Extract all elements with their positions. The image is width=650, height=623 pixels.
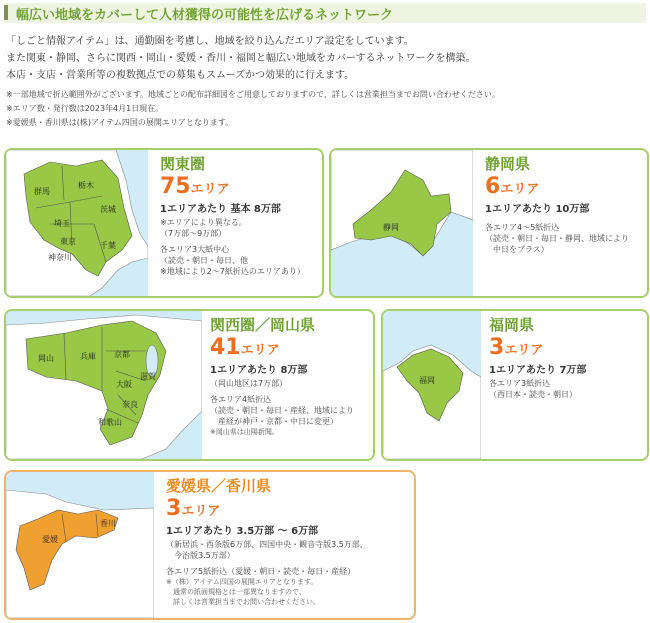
footnote: 通常の紙面規格とは一部異なりますので、	[166, 588, 306, 596]
region-card-kanto	[4, 148, 324, 298]
note-line: ※エリア数・発行数は2023年4月1日現在。	[6, 104, 164, 113]
area-count-number: 6	[485, 174, 501, 199]
pref-label: 滋賀	[140, 372, 156, 381]
area-count-unit: エリア	[181, 504, 221, 519]
pref-label: 愛媛	[42, 535, 58, 544]
pref-label: 千葉	[100, 241, 116, 250]
detail-line: 各エリア3紙折込	[489, 379, 551, 388]
footnote: ※岡山県は山陽新聞。	[210, 428, 279, 436]
header-accent-bar	[4, 5, 8, 20]
area-count-number: 41	[210, 335, 241, 360]
region-name: 関西圏／岡山県	[210, 316, 316, 334]
pref-label: 神奈川	[48, 253, 72, 262]
footnote: ※（株）アイテム四国の展開エリアとなります。	[166, 578, 318, 586]
pref-label: 京都	[114, 350, 130, 359]
pref-label: 静岡	[383, 223, 399, 232]
copies-per-area: 1エリアあたり 8万部	[210, 365, 308, 376]
copies-per-area: 1エリアあたり 7万部	[489, 365, 587, 376]
kansai-map	[6, 311, 202, 459]
pref-label: 岡山	[38, 354, 54, 363]
detail-line: （西日本・読売・朝日）	[489, 390, 577, 399]
pref-label: 栃木	[78, 181, 94, 190]
area-count	[210, 335, 367, 364]
detail-line: （岡山地区は7万部）	[210, 379, 288, 388]
pref-label: 茨城	[100, 205, 116, 214]
detail-line: 各エリア5紙折込（愛媛・朝日・読売・毎日・産経）	[166, 567, 356, 576]
area-count	[160, 174, 316, 203]
note-line: ※一部地域で折込範囲外がございます。地域ごとの配布詳細図をご用意しておりますので、詳しくは営業担当までお問い合わせください。	[6, 90, 500, 99]
shizuoka-info	[479, 150, 647, 296]
kanto-info	[154, 150, 322, 296]
pref-label: 大阪	[116, 380, 132, 389]
intro-line: 「しごと情報アイテム」は、通勤圏を考慮し、地域を絞り込んだエリア設定をしています。	[6, 36, 414, 47]
pref-label: 東京	[60, 237, 76, 246]
region-name: 関東圏	[160, 155, 206, 173]
shizuoka-map	[331, 150, 473, 296]
pref-label: 香川	[100, 519, 116, 528]
detail-line: 各エリア4～5紙折込	[485, 223, 560, 232]
detail-line: 各エリア4紙折込	[210, 395, 272, 404]
area-count	[485, 174, 641, 203]
detail-line: 中日をプラス）	[485, 245, 549, 254]
intro-line: また関東・静岡、さらに関西・岡山・愛媛・香川・福岡と幅広い地域をカバーするネットワークを構築。	[6, 53, 476, 64]
area-count-unit: エリア	[190, 182, 230, 197]
detail-line: ※地域により2～7紙折込のエリアあり）	[160, 267, 305, 276]
region-card-shizuoka	[329, 148, 649, 298]
region-name: 静岡県	[485, 155, 531, 173]
copies-per-area: 1エリアあたり 10万部	[485, 204, 590, 215]
region-card-kansai	[4, 309, 375, 461]
notes	[6, 88, 646, 130]
copies-per-area: 1エリアあたり 3.5万部 ～ 6万部	[166, 526, 319, 537]
fukuoka-info	[483, 311, 647, 459]
area-count-number: 3	[166, 496, 182, 521]
area-count	[166, 496, 408, 525]
pref-label: 和歌山	[98, 418, 122, 427]
pref-label: 奈良	[122, 400, 138, 409]
pref-label: 兵庫	[80, 352, 96, 361]
shikoku-info	[160, 472, 414, 618]
region-card-shikoku	[4, 470, 416, 620]
region-card-fukuoka	[381, 309, 649, 461]
detail-line: 今治版3.5万部）	[166, 551, 235, 560]
intro-line: 本店・支店・営業所等の複数拠点での募集もスムーズかつ効果的に行えます。	[6, 70, 355, 81]
pref-label: 福岡	[419, 376, 435, 385]
detail-line: （新居浜・西条版6万部、四国中央・観音寺版3.5万部、	[166, 540, 368, 549]
pref-label: 埼玉	[54, 219, 70, 228]
kanto-map	[6, 150, 148, 296]
area-count-unit: エリア	[500, 182, 540, 197]
detail-line: （読売・朝日・毎日・産経、地域により	[210, 406, 354, 415]
section-header	[4, 3, 646, 23]
pref-label: 群馬	[34, 187, 50, 196]
detail-line: 産経が神戸・京都・中日に変更）	[210, 417, 338, 426]
region-name: 福岡県	[489, 316, 535, 334]
shikoku-map	[6, 472, 154, 618]
area-count	[489, 335, 641, 364]
note-line: ※愛媛県・香川県は(株)アイテム四国の展開エリアとなります。	[6, 118, 234, 127]
detail-line: ※エリアにより異なる。	[160, 218, 247, 227]
detail-line: （読売・朝日・毎日・静岡、地域により	[485, 234, 629, 243]
area-count-number: 75	[160, 174, 191, 199]
area-count-unit: エリア	[240, 343, 280, 358]
area-count-number: 3	[489, 335, 505, 360]
region-name: 愛媛県／香川県	[166, 477, 272, 495]
kansai-info	[204, 311, 373, 459]
detail-line: （7万部～9万部）	[160, 229, 227, 238]
section-title: 幅広い地域をカバーして人材獲得の可能性を広げるネットワーク	[16, 8, 394, 23]
detail-line: 各エリア3大紙中心	[160, 245, 230, 254]
copies-per-area: 1エリアあたり 基本 8万部	[160, 204, 281, 215]
footnote: 詳しくは営業担当までお問い合わせください。	[166, 598, 320, 606]
fukuoka-map	[383, 311, 481, 459]
detail-line: （読売・朝日・毎日、他	[160, 256, 248, 265]
area-count-unit: エリア	[504, 343, 544, 358]
intro-text	[6, 33, 646, 84]
